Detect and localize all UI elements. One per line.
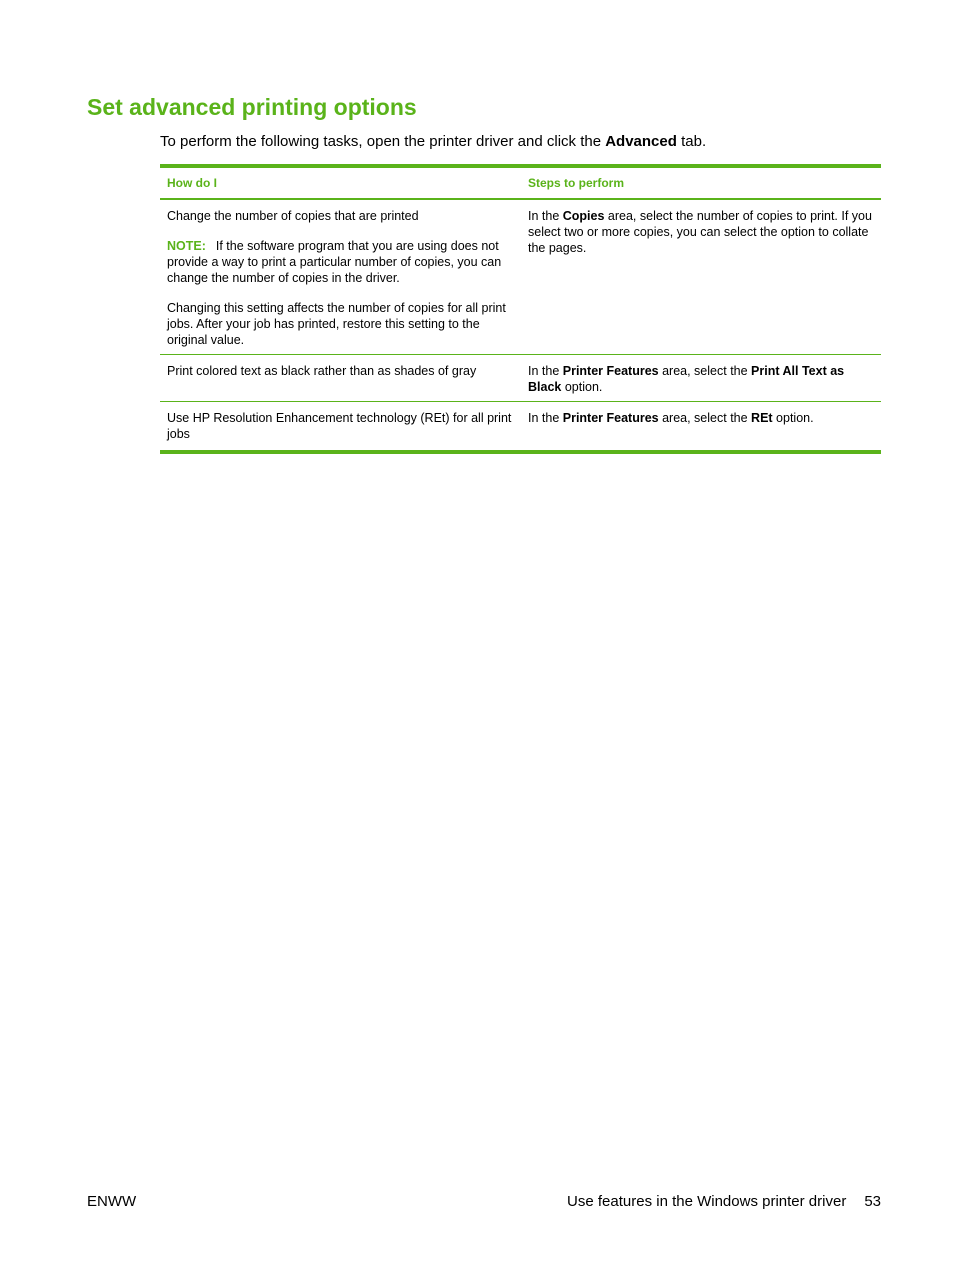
steps-text-run: In the (528, 209, 563, 223)
task-text: Print colored text as black rather than as shades of gray (167, 364, 477, 378)
table-row (160, 355, 881, 402)
steps-text-run: area, select the (658, 364, 752, 378)
steps-text-run: option. (772, 411, 814, 425)
table-row (160, 402, 881, 450)
steps-text-bold: Printer Features (562, 411, 659, 425)
steps-text-run: option. (561, 380, 603, 394)
task-table (160, 164, 881, 454)
page-title: Set advanced printing options (87, 94, 417, 120)
footer-locale: ENWW (87, 1193, 137, 1210)
column-header-steps: Steps to perform (528, 176, 625, 190)
table-row (160, 200, 881, 355)
task-text: Use HP Resolution Enhancement technology (REt) for all print jobs (167, 411, 512, 441)
task-text: Change the number of copies that are printed (167, 209, 419, 223)
steps-text (528, 363, 880, 395)
steps-text-run: In the (528, 364, 563, 378)
steps-text-bold: REt (751, 411, 773, 425)
steps-cell (522, 363, 880, 395)
steps-text-bold: Printer Features (562, 364, 659, 378)
column-header-how-do-i: How do I (167, 176, 217, 190)
steps-text-bold: Print All Text as Black (528, 364, 845, 394)
intro-text-before: To perform the following tasks, open the printer driver and click the (160, 133, 606, 150)
note-label: NOTE: (167, 239, 206, 253)
footer-section-title: Use features in the Windows printer driver (567, 1193, 847, 1210)
intro-text-bold: Advanced (605, 133, 677, 150)
table-header (160, 168, 881, 200)
task-cell (160, 363, 522, 395)
task-cell (160, 208, 522, 348)
steps-text (528, 410, 880, 426)
note (167, 238, 522, 286)
intro-text-after: tab. (676, 133, 707, 150)
steps-text (528, 208, 880, 256)
steps-text-bold: Copies (562, 209, 605, 223)
task-extra-text: Changing this setting affects the number of copies for all print jobs. After your job has printed, restore this setting to the original value. (167, 301, 506, 347)
steps-text-run: area, select the (658, 411, 752, 425)
steps-text-run: In the (528, 411, 563, 425)
steps-text-run: area, select the number of copies to print. If you select two or more copies, you can select the option to collate the pages. (528, 209, 872, 255)
note-text: If the software program that you are using does not provide a way to print a particular number of copies, you can change the number of copies in the driver. (167, 239, 502, 285)
page-number: 53 (864, 1193, 881, 1210)
steps-cell (522, 208, 880, 348)
task-cell (160, 410, 522, 442)
intro-paragraph (160, 132, 881, 152)
footer-section (567, 1192, 881, 1212)
steps-cell (522, 410, 880, 442)
